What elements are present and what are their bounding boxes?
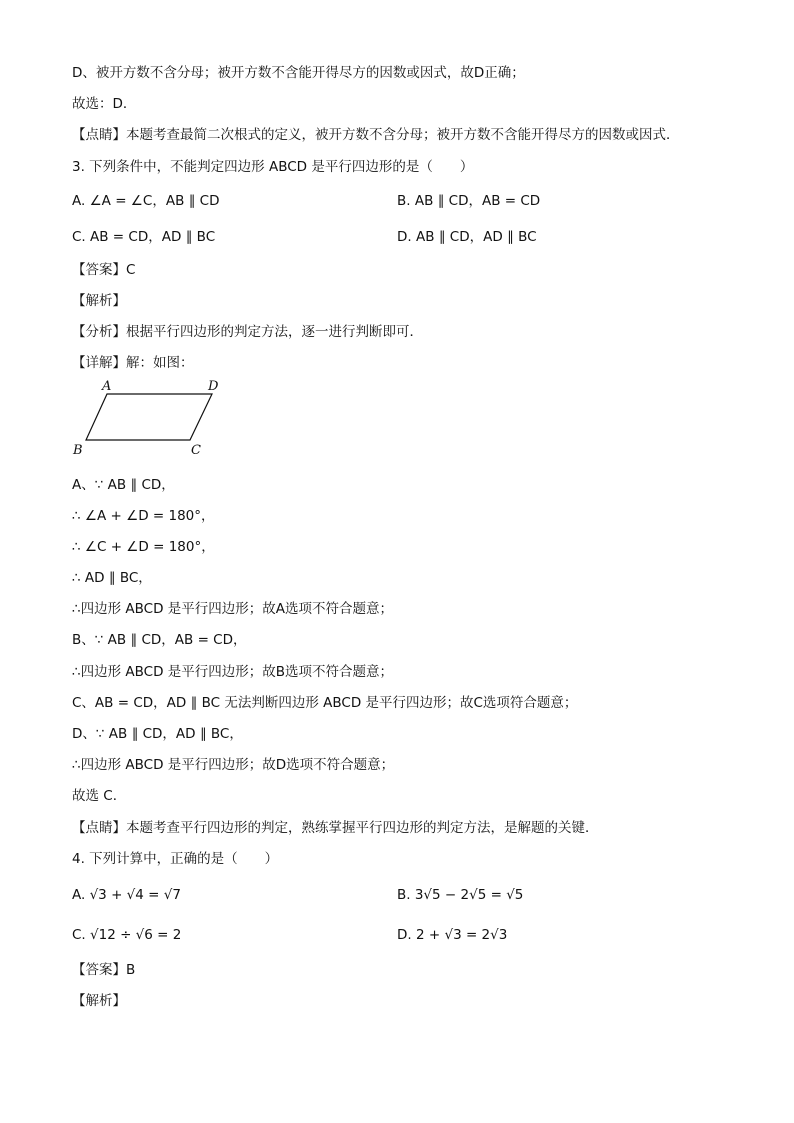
option-d: D. 2 + √3 = 2√3 xyxy=(397,926,508,943)
question-3: 3. 下列条件中，不能判定四边形 ABCD 是平行四边形的是（ ） xyxy=(72,158,474,175)
document-page xyxy=(72,58,732,1017)
proof-line: ∴ ∠A + ∠D = 180°， xyxy=(72,507,215,524)
proof-line: D、∵ AB ∥ CD，AD ∥ BC， xyxy=(72,726,243,742)
vertex-label-d: D xyxy=(208,379,219,394)
parallelogram-figure xyxy=(72,380,732,470)
text-line: 故选：D． xyxy=(72,96,137,113)
analysis-line: 【分析】根据平行四边形的判定方法，逐一进行判断即可． xyxy=(72,324,423,341)
proof-line: ∴四边形 ABCD 是平行四边形；故B选项不符合题意； xyxy=(72,663,394,680)
comment-line: 【点睛】本题考查最简二次根式的定义，被开方数不含分母；被开方数不含能开得尽方的因数或因式． xyxy=(72,127,680,144)
question-4-options-row-2 xyxy=(72,915,732,955)
proof-line: ∴ AD ∥ BC， xyxy=(72,570,152,587)
proof-line: B、∵ AB ∥ CD，AB = CD， xyxy=(72,632,247,649)
selection-line: 故选 C． xyxy=(72,788,127,805)
option-c: C. √12 ÷ √6 = 2 xyxy=(72,926,182,943)
option-a: A. √3 + √4 = √7 xyxy=(72,886,181,903)
question-3-options-row-1 xyxy=(72,183,732,219)
proof-line: C、AB = CD，AD ∥ BC 无法判断四边形 ABCD 是平行四边形；故C选项符合题意； xyxy=(72,694,578,711)
analysis-heading: 【解析】 xyxy=(72,292,126,309)
parallelogram-shape xyxy=(86,394,212,440)
proof-line: ∴四边形 ABCD 是平行四边形；故A选项不符合题意； xyxy=(72,601,393,618)
option-c: C. AB = CD，AD ∥ BC xyxy=(72,228,216,245)
vertex-label-c: C xyxy=(191,442,201,458)
question-4-options-row-1 xyxy=(72,875,732,915)
question-4: 4. 下列计算中，正确的是（ ） xyxy=(72,850,279,867)
option-a: A. ∠A = ∠C，AB ∥ CD xyxy=(72,192,220,209)
option-b: B. 3√5 − 2√5 = √5 xyxy=(397,886,524,903)
option-b: B. AB ∥ CD，AB = CD xyxy=(397,192,541,209)
parallelogram-diagram xyxy=(72,380,232,470)
detail-line: 【详解】解：如图： xyxy=(72,355,194,372)
vertex-label-a: A xyxy=(102,379,112,394)
text-line: D、被开方数不含分母；被开方数不含能开得尽方的因数或因式，故D正确； xyxy=(72,65,525,81)
vertex-label-b: B xyxy=(73,442,83,458)
proof-line: ∴ ∠C + ∠D = 180°， xyxy=(72,538,215,555)
answer-line: 【答案】B xyxy=(72,961,136,978)
proof-line: ∴四边形 ABCD 是平行四边形；故D选项不符合题意； xyxy=(72,757,395,774)
answer-line: 【答案】C xyxy=(72,261,136,278)
option-d: D. AB ∥ CD，AD ∥ BC xyxy=(397,228,537,245)
comment-line: 【点睛】本题考查平行四边形的判定，熟练掌握平行四边形的判定方法，是解题的关键． xyxy=(72,819,599,836)
analysis-heading: 【解析】 xyxy=(72,993,126,1010)
proof-line: A、∵ AB ∥ CD， xyxy=(72,476,175,493)
question-3-options-row-2 xyxy=(72,219,732,255)
